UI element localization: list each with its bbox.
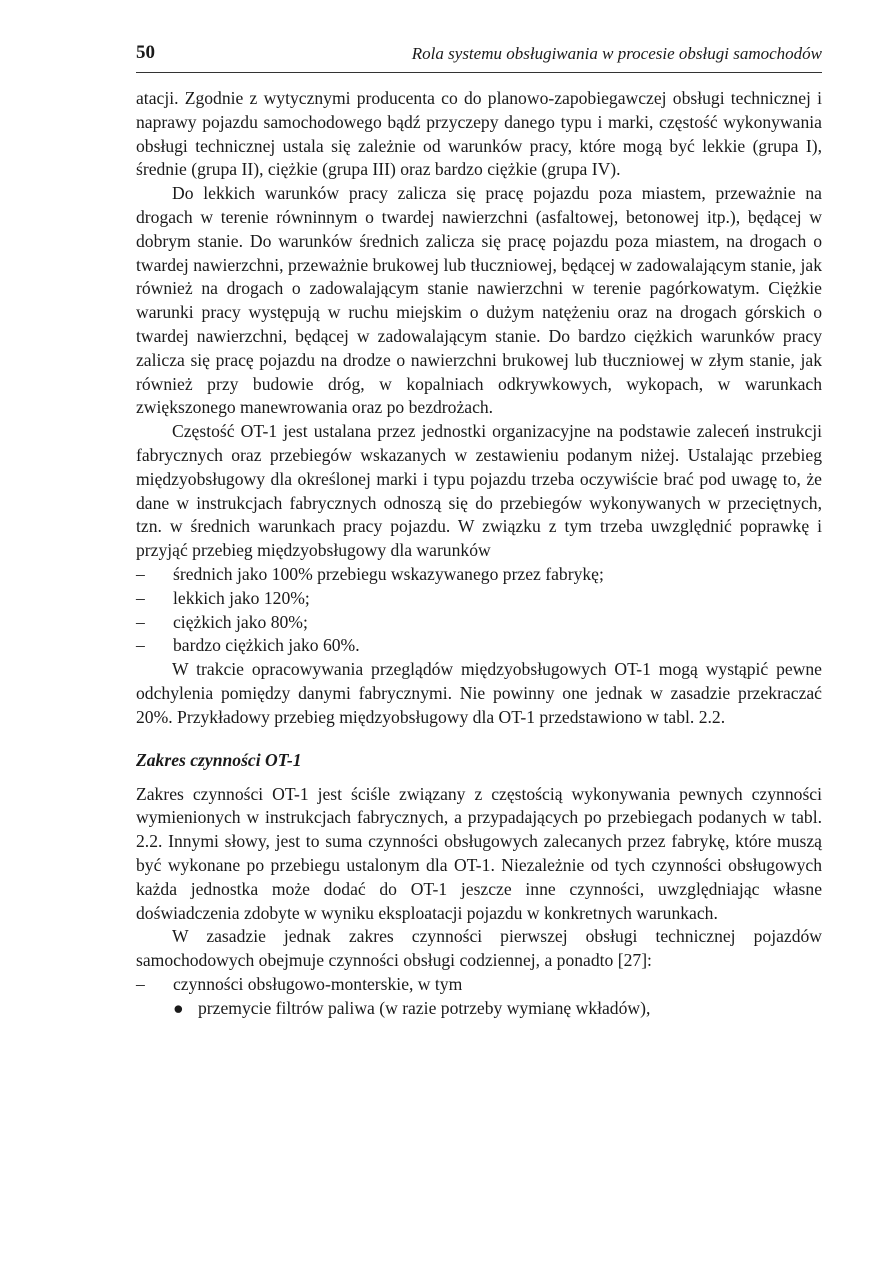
running-title: Rola systemu obsługiwania w procesie obsługi samochodów xyxy=(411,44,822,63)
dash-marker: – xyxy=(136,973,145,994)
page-number: 50 xyxy=(136,42,155,63)
dash-marker: – xyxy=(136,611,145,632)
list-item-text: średnich jako 100% przebiegu wskazywanego przez fabrykę; xyxy=(173,563,604,584)
list-item xyxy=(136,611,822,635)
list-item-text: lekkich jako 120%; xyxy=(173,587,310,608)
conditions-list xyxy=(136,563,822,658)
list-item xyxy=(136,973,822,997)
list-item-text: czynności obsługowo-monterskie, w tym xyxy=(173,973,463,994)
scope-list xyxy=(136,973,822,997)
list-item xyxy=(136,587,822,611)
section-heading: Zakres czynności OT-1 xyxy=(136,749,302,770)
list-item xyxy=(136,634,822,658)
list-item xyxy=(136,563,822,587)
paragraph-work-conditions: Do lekkich warunków pracy zalicza się pracę pojazdu poza miastem, przeważnie na drogach w terenie równinnym o twardej nawierzchni (asfaltowej, betonowej itp.), będącej w dobrym stanie. Do warunków średnich zalicza się pracę pojazdu poza miastem, na drogach o twardej nawierzchni, przeważnie brukowej lub tłuczniowej, będącej w zadowalającym stanie, jak również na drogach o zadowalającym stanie nawierzchni w terenie pagórkowatym. Ciężkie warunki pracy występują w ruchu miejskim o dużym natężeniu oraz na drogach górskich o twardej nawierzchni, będącej w zadowalającym stanie. Do bardzo ciężkich warunków pracy zalicza się pracę pojazdu na drodze o nawierzchni brukowej lub tłuczniowej w złym stanie, jak również przy budowie dróg, w kopalniach odkrywkowych, wykopach, w warunkach zwiększonego manewrowania oraz po bezdrożach. xyxy=(136,183,822,418)
dash-marker: – xyxy=(136,587,145,608)
paragraph-continuation: atacji. Zgodnie z wytycznymi producenta co do planowo-zapobiegawczej obsługi technicznej i naprawy pojazdu samochodowego bądź przyczepy danego typu i marki, częstość wykonywania obsługi technicznej ustala się zależnie od warunków pracy, które mogą być lekkie (grupa I), średnie (grupa II), ciężkie (grupa III) oraz bardzo ciężkie (grupa IV). xyxy=(136,88,822,180)
list-item-text: przemycie filtrów paliwa (w razie potrzeby wymianę wkładów), xyxy=(198,997,651,1018)
paragraph-deviations: W trakcie opracowywania przeglądów międzyobsługowych OT-1 mogą wystąpić pewne odchylenia pomiędzy danymi fabrycznymi. Nie powinny one jednak w zasadzie przekraczać 20%. Przykładowy przebieg międzyobsługowy dla OT-1 przedstawiono w tabl. 2.2. xyxy=(136,659,822,727)
paragraph-ot1-frequency: Częstość OT-1 jest ustalana przez jednostki organizacyjne na podstawie zaleceń instrukcji fabrycznych oraz przebiegów wskazanych w zestawieniu podanym niżej. Ustalając przebieg międzyobsługowy dla określonej marki i typu pojazdu trzeba oczywiście brać pod uwagę to, że dane w instrukcjach fabrycznych odnoszą się do przebiegów wykonywanych w przeciętnych, tzn. w średnich warunkach pracy pojazdu. W związku z tym trzeba uwzględnić poprawkę i przyjąć przebieg międzyobsługowy dla warunków xyxy=(136,421,822,561)
list-item-text: bardzo ciężkich jako 60%. xyxy=(173,635,360,656)
bullet-marker: ● xyxy=(173,997,184,1018)
page-body xyxy=(136,87,822,1020)
dash-marker: – xyxy=(136,635,145,656)
list-item-text: ciężkich jako 80%; xyxy=(173,611,308,632)
paragraph-ot1-scope: Zakres czynności OT-1 jest ściśle związany z częstością wykonywania pewnych czynności wymienionych w instrukcjach fabrycznych, a przypadających po przebiegach podanych w tabl. 2.2. Innymi słowy, jest to suma czynności obsługowych zalecanych przez fabrykę, które muszą być wykonane po przebiegu ustalonym dla OT-1. Niezależnie od tych czynności obsługowych każda jednostka może dodać do OT-1 jeszcze inne czynności, uwzględniając własne doświadczenia zdobyte w wyniku eksploatacji pojazdu w konkretnych warunkach. xyxy=(136,783,822,923)
scope-sublist xyxy=(136,997,822,1021)
dash-marker: – xyxy=(136,563,145,584)
running-header xyxy=(136,42,822,73)
paragraph-scope-intro: W zasadzie jednak zakres czynności pierwszej obsługi technicznej pojazdów samochodowych obejmuje czynności obsługi codziennej, a ponadto [27]: xyxy=(136,926,822,971)
list-item xyxy=(173,997,822,1021)
